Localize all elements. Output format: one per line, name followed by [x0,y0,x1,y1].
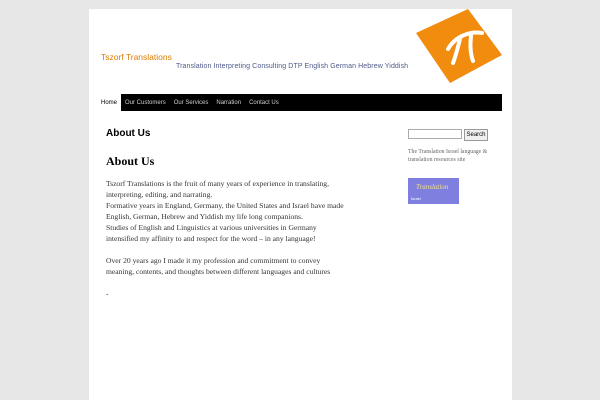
pi-logo-icon[interactable] [416,9,502,83]
site-tagline: Translation Interpreting Consulting DTP English German Hebrew Yiddish [176,63,409,70]
nav-item-narration[interactable]: Narration [216,99,242,106]
page [89,9,512,400]
nav-item-contact-us[interactable]: Contact Us [249,99,279,106]
article [106,154,386,299]
paragraph-line: intensified my affinity to and respect for the word – in any language! [106,234,316,243]
badge-title: Translation [416,183,449,191]
nav-item-our-services[interactable]: Our Services [173,99,209,106]
nav-item-home[interactable]: Home [97,94,121,111]
page-title: About Us [106,128,151,139]
sidebar-link-text[interactable]: The Translation Israel language & translation resources site [408,149,488,163]
paragraph-line: English, German, Hebrew and Yiddish my life long companions. [106,212,303,221]
nav-item-our-customers[interactable]: Our Customers [125,99,166,106]
paragraph-line: meaning, contents, and thoughts between different languages and cultures [106,267,331,276]
paragraph-line: Formative years in England, Germany, the United States and Israel have made [106,201,344,210]
search-input[interactable] [408,129,462,139]
search-button[interactable]: Search [464,129,488,141]
trailing-mark: - [106,289,109,298]
main-nav [97,94,502,111]
paragraph-line: interpreting, editing, and narrating. [106,190,213,199]
site-title[interactable]: Tszorf Translations [101,52,172,62]
paragraph-line: Tszorf Translations is the fruit of many years of experience in translating, [106,179,330,188]
translation-israel-badge[interactable] [408,178,459,204]
article-heading: About Us [106,154,155,168]
paragraph-line: Over 20 years ago I made it my profession and commitment to convey [106,256,321,265]
badge-subtitle: Israel [411,196,421,201]
paragraph-line: Studies of English and Linguistics at various universities in Germany [106,223,317,232]
